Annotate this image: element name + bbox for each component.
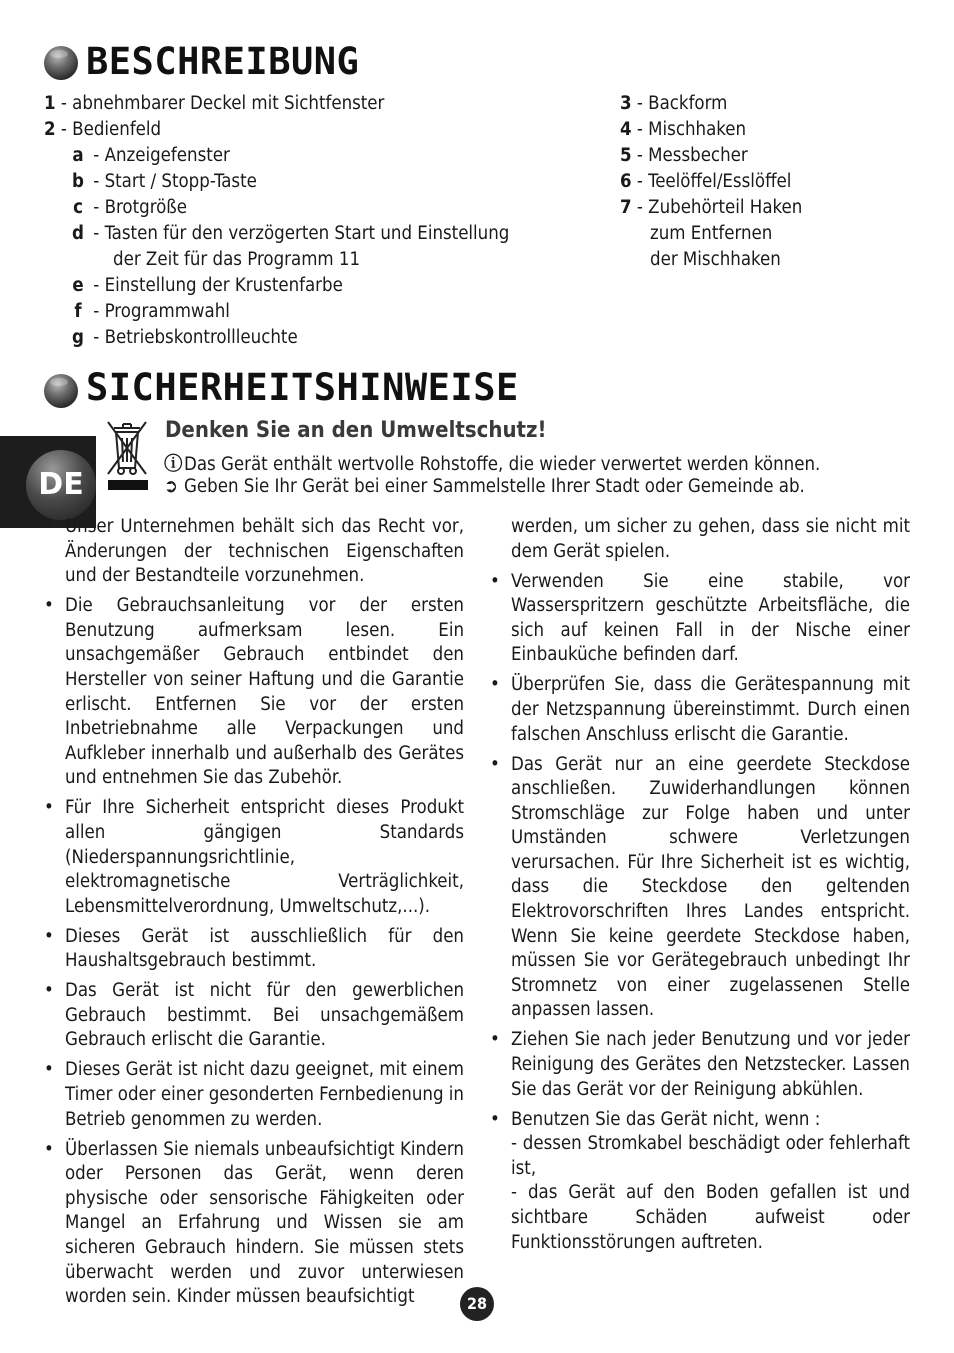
safety-column-left — [44, 515, 464, 1315]
safety-bullet: • Die Gebrauchsanleitung vor der ersten Benutzung aufmerksam lesen. Ein unsachgemäßer Gebrauch entbindet den Hersteller von seiner Haftung und die Garantie erlischt. Entfernen Sie vor der ersten Inbetriebnahme alle Verpackungen und Aufkleber innerhalb und außerhalb des Gerätes und entnehmen Sie das Zubehör. — [44, 594, 464, 791]
sub-item-c: c - Brotgröße — [73, 197, 188, 218]
safety-column-right — [490, 515, 910, 1261]
safety-bullet-do-not-use — [490, 1108, 910, 1256]
section-title-beschreibung: BESCHREIBUNG — [86, 40, 360, 83]
crossed-bin-icon — [102, 418, 152, 498]
sub-item-e: e - Einstellung der Krustenfarbe — [72, 275, 343, 296]
sub-item-g: g - Betriebskontrollleuchte — [72, 327, 298, 348]
safety-bullet: • Das Gerät nur an eine geerdete Steckdose anschließen. Zuwiderhandlungen können Stromschläge zur Folge haben und unter Umständen schwere Verletzungen verursachen. Für Ihre Sicherheit ist es wichtig, dass die Steckdose den geltenden Elektrovorschriften Ihres Landes entspricht. Wenn Sie keine geerdete Steckdose haben, müssen Sie vor Gerätegebrauch unbedingt Ihr Stromnetz von einer zugelassenen Stelle anpassen lassen. — [490, 753, 910, 1024]
safety-bullet: • Für Ihre Sicherheit entspricht dieses Produkt allen gängigen Standards (Niederspannungsrichtlinie, elektromagnetische Verträglichkeit, Lebensmittelverordnung, Umweltschutz,...). — [44, 796, 464, 919]
sub-item-f: f - Programmwahl — [74, 301, 230, 322]
environment-line-collection: ➲ Geben Sie Ihr Gerät bei einer Sammelstelle Ihrer Stadt oder Gemeinde ab. — [164, 476, 805, 497]
section-title-sicherheitshinweise: SICHERHEITSHINWEISE — [86, 366, 519, 409]
safety-bullet: • Verwenden Sie eine stabile, vor Wasserspritzern geschützte Arbeitsfläche, die sich auf keinen Fall in der Nische einer Einbauküche befinden darf. — [490, 570, 910, 668]
part-item-2: 2 - Bedienfeld — [44, 119, 162, 140]
do-not-use-intro: • Benutzen Sie das Gerät nicht, wenn : — [511, 1108, 821, 1130]
safety-bullet: • Das Gerät ist nicht für den gewerblichen Gebrauch bestimmt. Bei unsachgemäßem Gebrauch erlischt die Garantie. — [44, 979, 464, 1053]
heading-bullet-icon — [44, 374, 78, 408]
heading-bullet-icon — [44, 46, 78, 80]
part-item-5: 5 - Messbecher — [620, 145, 748, 166]
safety-bullet: • Unser Unternehmen behält sich das Recht vor, Änderungen der technischen Eigenschaften und der Bestandteile vorzunehmen. — [44, 515, 464, 589]
safety-bullet: • Dieses Gerät ist ausschließlich für den Haushaltsgebrauch bestimmt. — [44, 925, 464, 974]
arrow-icon: ➲ — [164, 476, 178, 497]
part-item-6: 6 - Teelöffel/Esslöffel — [620, 171, 792, 192]
sub-item-b: b - Start / Stopp-Taste — [72, 171, 257, 192]
safety-bullet: • Überprüfen Sie, dass die Gerätespannung mit der Netzspannung übereinstimmt. Durch einen falschen Anschluss erlischt die Garantie. — [490, 673, 910, 747]
do-not-use-condition: - das Gerät auf den Boden gefallen ist und sichtbare Schäden aufweist oder Funktionsstörungen auftreten. — [511, 1182, 910, 1253]
part-item-1: 1 - abnehmbarer Deckel mit Sichtfenster — [44, 93, 385, 114]
part-item-7-line3: der Mischhaken — [650, 249, 781, 270]
part-item-7: 7 - Zubehörteil Haken — [620, 197, 803, 218]
sub-item-d: d - Tasten für den verzögerten Start und Einstellung — [72, 223, 510, 244]
info-icon: ⓘ — [164, 454, 183, 475]
part-item-7-line2: zum Entfernen — [650, 223, 773, 244]
safety-bullet: • Überlassen Sie niemals unbeaufsichtigt Kindern oder Personen das Gerät, wenn deren physische oder sensorische Fähigkeiten oder Mangel an Erfahrung und Wissen sie am sicheren Gebrauch hindern. Sie müssen stets überwacht werden und zuvor unterwiesen worden sein. Kinder müssen beaufsichtigt — [44, 1138, 464, 1310]
part-item-3: 3 - Backform — [620, 93, 728, 114]
safety-bullet: • Dieses Gerät ist nicht dazu geeignet, mit einem Timer oder einer gesonderten Fernbedienung in Betrieb genommen zu werden. — [44, 1058, 464, 1132]
part-item-4: 4 - Mischhaken — [620, 119, 747, 140]
sub-item-d-continuation: der Zeit für das Programm 11 — [113, 249, 361, 270]
do-not-use-condition: - dessen Stromkabel beschädigt oder fehlerhaft ist, — [511, 1133, 910, 1179]
environment-heading: Denken Sie an den Umweltschutz! — [165, 418, 547, 443]
page-number: 28 — [460, 1287, 494, 1321]
safety-bullet: • Ziehen Sie nach jeder Benutzung und vor jeder Reinigung des Gerätes den Netzstecker. Lassen Sie das Gerät vor der Reinigung abkühlen. — [490, 1028, 910, 1102]
language-tab-de: DE — [26, 450, 96, 520]
environment-line-info: ⓘDas Gerät enthält wertvolle Rohstoffe, die wieder verwertet werden können. — [164, 450, 820, 476]
safety-bullet-continuation: werden, um sicher zu gehen, dass sie nicht mit dem Gerät spielen. — [511, 516, 910, 562]
sub-item-a: a - Anzeigefenster — [72, 145, 230, 166]
